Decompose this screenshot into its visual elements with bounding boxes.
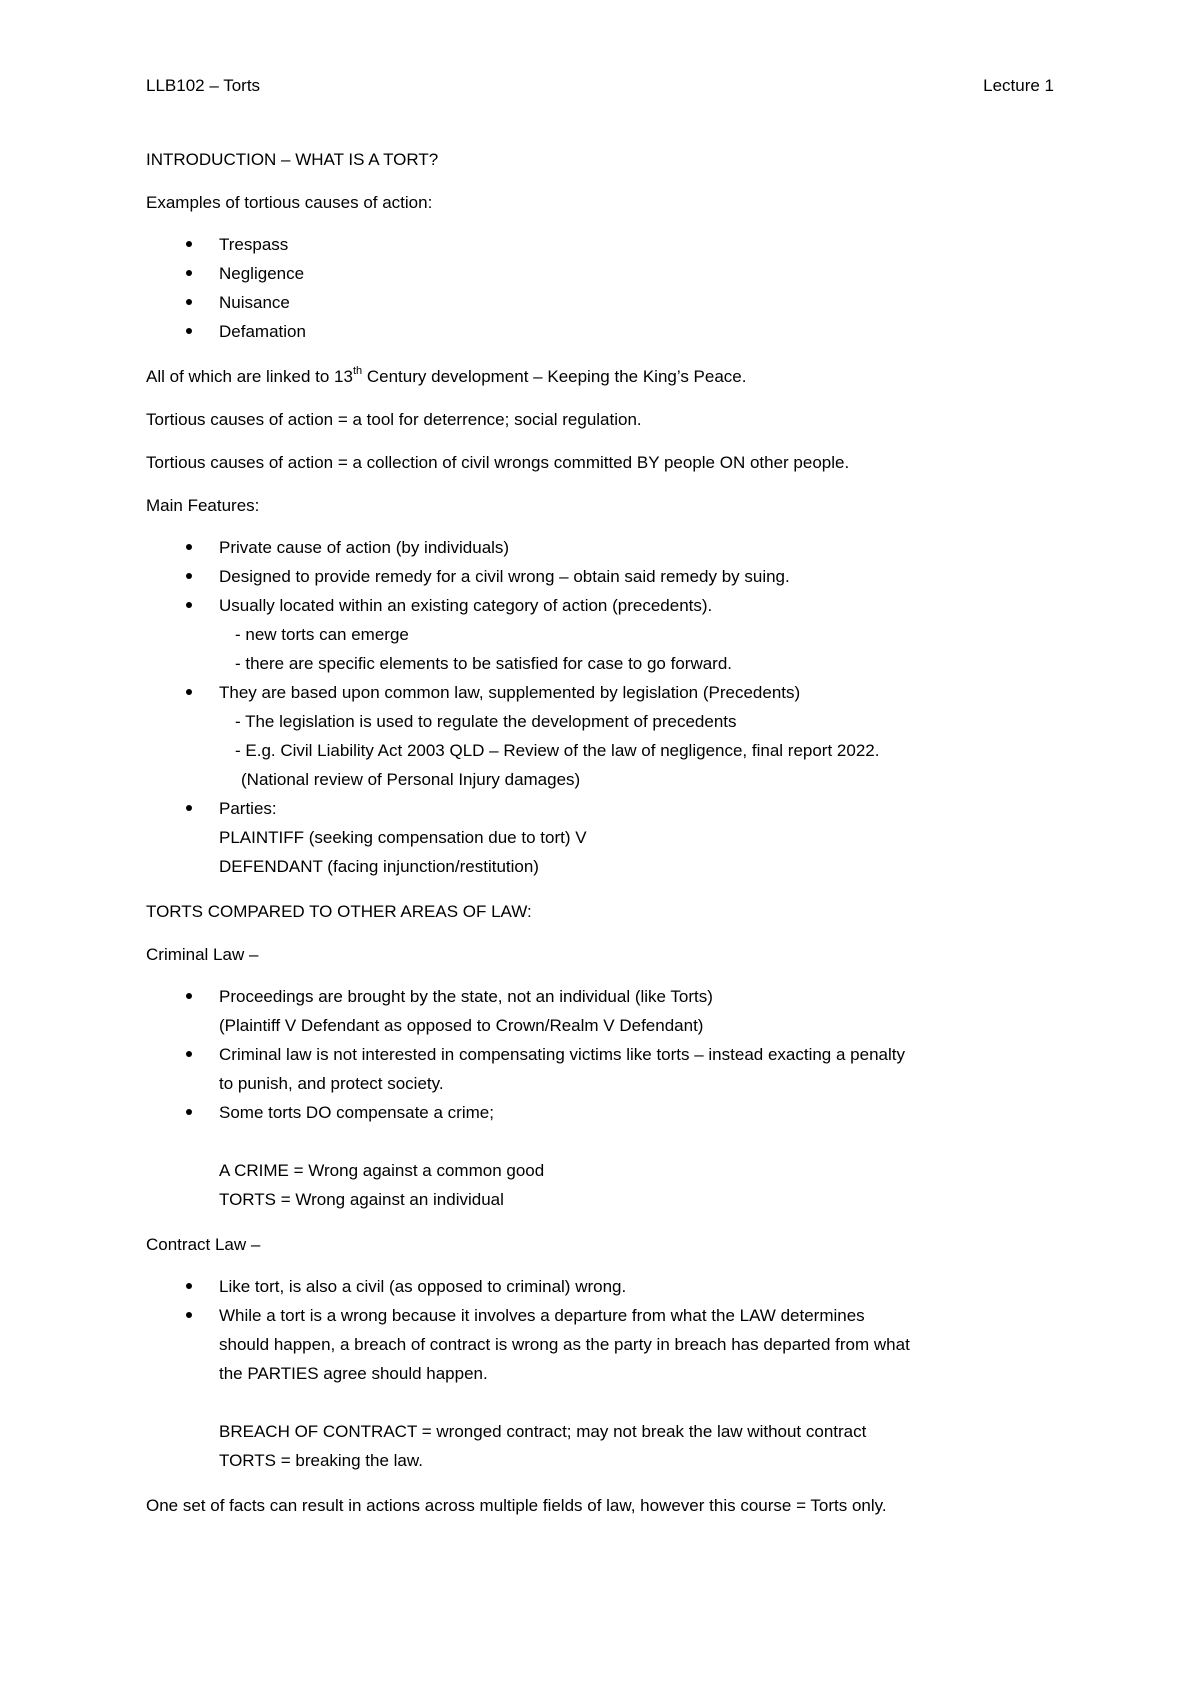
contract-law-list [146, 1272, 1066, 1475]
features-list [146, 533, 1066, 881]
definition-civil-wrongs: Tortious causes of action = a collection of civil wrongs committed BY people ON other people. [146, 453, 850, 472]
list-item: Trespass [146, 230, 1066, 259]
examples-list [146, 230, 1066, 346]
page-header [146, 76, 1054, 98]
list-item: They are based upon common law, supplemented by legislation (Precedents) - The legislation is used to regulate the development of precedents - E.g. Civil Liability Act 2003 QLD – Review of the law of negligence, final report 2022. (National review of Personal Injury damages) [146, 678, 1066, 794]
features-heading: Main Features: [146, 496, 260, 515]
list-item: Nuisance [146, 288, 1066, 317]
list-item: Some torts DO compensate a crime; A CRIME = Wrong against a common good TORTS = Wrong against an individual [146, 1098, 1066, 1214]
list-item: Private cause of action (by individuals) [146, 533, 1066, 562]
list-item: Negligence [146, 259, 1066, 288]
section-title: INTRODUCTION – WHAT IS A TORT? [146, 150, 439, 169]
definition-deterrence: Tortious causes of action = a tool for deterrence; social regulation. [146, 410, 642, 429]
compare-heading: TORTS COMPARED TO OTHER AREAS OF LAW: [146, 902, 532, 921]
list-item: Criminal law is not interested in compensating victims like torts – instead exacting a penalty to punish, and protect society. [146, 1040, 1066, 1098]
criminal-law-list [146, 982, 1066, 1214]
list-item: Proceedings are brought by the state, not an individual (like Torts) (Plaintiff V Defendant as opposed to Crown/Realm V Defendant) [146, 982, 1066, 1040]
header-lecture: Lecture 1 [983, 76, 1054, 95]
list-item: Like tort, is also a civil (as opposed to criminal) wrong. [146, 1272, 1066, 1301]
list-item: Defamation [146, 317, 1066, 346]
header-course: LLB102 – Torts [146, 76, 261, 95]
list-item: Parties: PLAINTIFF (seeking compensation due to tort) V DEFENDANT (facing injunction/restitution) [146, 794, 1066, 881]
list-item: Designed to provide remedy for a civil wrong – obtain said remedy by suing. [146, 562, 1066, 591]
list-item: While a tort is a wrong because it involves a departure from what the LAW determines should happen, a breach of contract is wrong as the party in breach has departed from what the PARTIES agree should happen. BREACH OF CONTRACT = wronged contract; may not break the law without contract TORTS = breaking the law. [146, 1301, 1066, 1475]
history-paragraph: All of which are linked to 13th Century development – Keeping the King’s Peace. [146, 365, 747, 386]
list-item: Usually located within an existing category of action (precedents). - new torts can emerge - there are specific elements to be satisfied for case to go forward. [146, 591, 1066, 678]
conclusion-paragraph: One set of facts can result in actions across multiple fields of law, however this course = Torts only. [146, 1496, 887, 1515]
criminal-law-heading: Criminal Law – [146, 945, 259, 964]
examples-heading: Examples of tortious causes of action: [146, 193, 433, 212]
contract-law-heading: Contract Law – [146, 1235, 261, 1254]
document-body [146, 148, 1066, 1537]
